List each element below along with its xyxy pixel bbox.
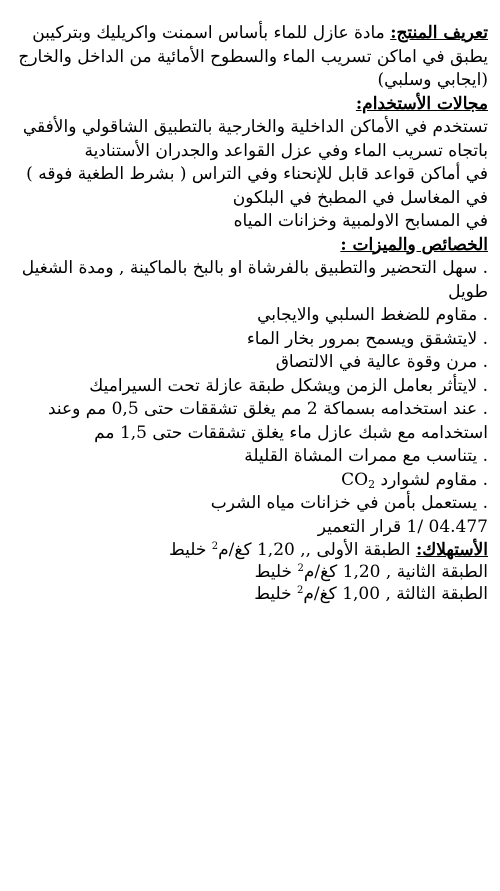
co2-prefix: . مقاوم لشوارد bbox=[380, 469, 488, 490]
consumption-heading: الأستهلاك: bbox=[415, 540, 488, 560]
uses-line: في أماكن قواعد قابل للإنحناء وفي التراس ( بشرط الطغية فوقه ) في المغاسل في المطبخ في البلكون bbox=[26, 164, 488, 208]
layer-unit: كغ/م bbox=[303, 584, 337, 604]
features-heading: الخصائص والميزات : bbox=[340, 234, 488, 255]
feature-item: . يتناسب مع ممرات المشاة القليلة bbox=[244, 446, 488, 466]
feature-item: . سهل التحضير والتطبيق بالفرشاة او بالبخ بالماكينة , ومدة الشغيل طويل bbox=[21, 258, 488, 302]
layer-unit-sup: 2 bbox=[297, 563, 304, 574]
layer-unit-sup: 2 bbox=[297, 585, 304, 596]
definition-text: مادة عازل للماء بأساس اسمنت واكريليك وبتركيبن يطبق في اماكن تسريب الماء والسطوح الأمائية من الداخل والخارج (ايجابي وسلبي) bbox=[18, 23, 488, 90]
decree-line: 04.477 /1 قرار التعمير bbox=[317, 516, 488, 537]
definition-heading: تعريف المنتج: bbox=[390, 23, 488, 43]
consumption-line bbox=[14, 583, 488, 605]
layer-unit: كغ/م bbox=[303, 562, 338, 582]
consumption-line bbox=[14, 539, 488, 561]
layer-end: خليط bbox=[168, 540, 207, 560]
layer-unit-sup: 2 bbox=[211, 541, 219, 552]
definition-paragraph bbox=[14, 22, 488, 93]
co2-subscript: 2 bbox=[368, 477, 376, 491]
layer-end: خليط bbox=[254, 562, 293, 582]
co2-formula bbox=[341, 470, 375, 490]
feature-item: . لايتأثر بعامل الزمن ويشكل طبقة عازلة تحت السيراميك bbox=[89, 375, 488, 396]
feature-item-co2 bbox=[14, 469, 488, 493]
feature-item: . لايتشقق ويسمح بمرور بخار الماء bbox=[246, 328, 488, 349]
co2-main: CO bbox=[341, 469, 369, 490]
uses-heading: مجالات الأستخدام: bbox=[355, 93, 488, 114]
layer-label: الطبقة الأولى ,, 1,20 bbox=[256, 540, 411, 560]
layer-unit: كغ/م bbox=[218, 540, 252, 560]
layer-label: الطبقة الثالثة , 1,00 bbox=[342, 584, 488, 604]
feature-item: . عند استخدامه بسماكة 2 مم يغلق تشققات حتى 0,5 مم وعند استخدامه مع شبك عازل ماء يغلق تشققات حتى 1,5 مم bbox=[47, 399, 488, 443]
uses-line: في المسابح الاولمبية وخزانات المياه bbox=[233, 211, 488, 231]
uses-line: تستخدم في الأماكن الداخلية والخارجية بالتطبيق الشاقولي والأفقي باتجاه تسريب الماء وفي عزل القواعد والجدران الأستنادية bbox=[22, 117, 488, 161]
layer-label: الطبقة الثانية , 1,20 bbox=[342, 562, 488, 582]
layer-end: خليط bbox=[254, 584, 292, 604]
consumption-line bbox=[14, 561, 488, 583]
feature-item: . مرن وقوة عالية في الالتصاق bbox=[275, 352, 488, 372]
feature-item: . مقاوم للضغط السلبي والايجابي bbox=[257, 305, 488, 325]
feature-item: . يستعمل بأمن في خزانات مياه الشرب bbox=[210, 493, 488, 513]
